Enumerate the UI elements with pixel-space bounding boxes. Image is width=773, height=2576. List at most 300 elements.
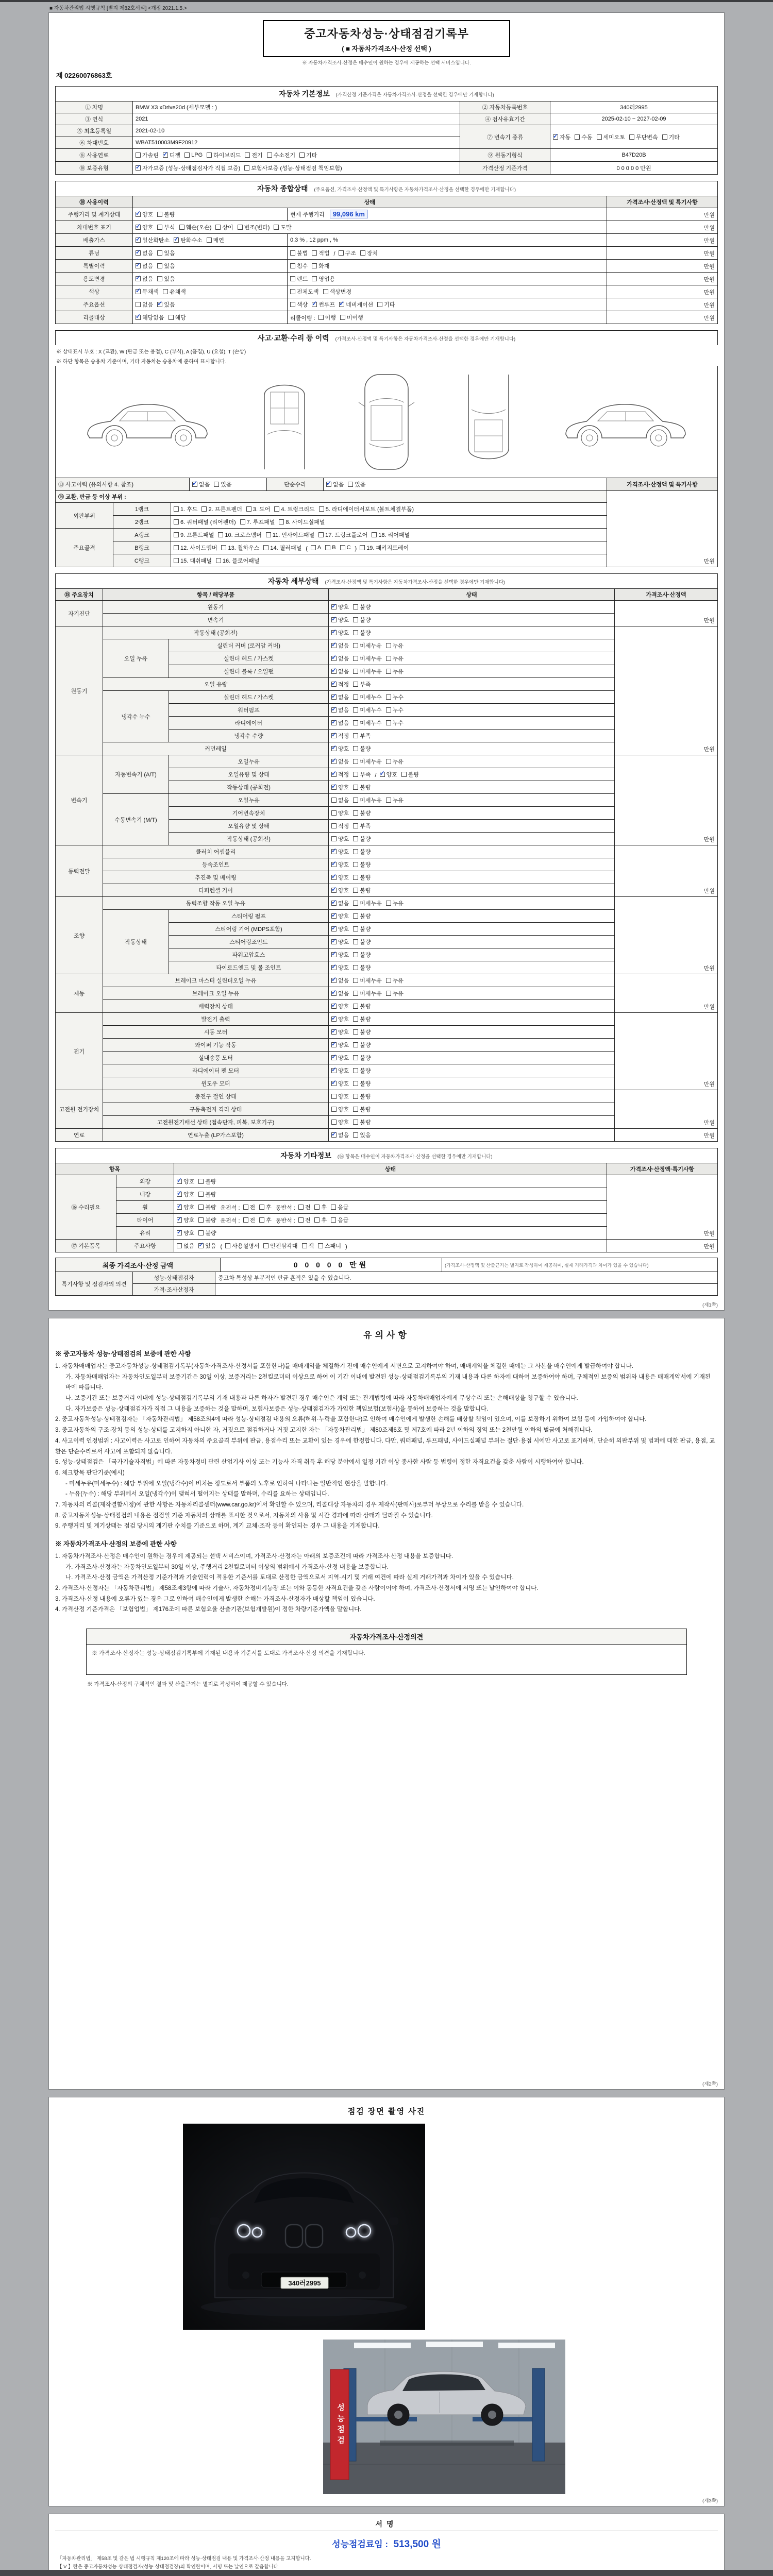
inspection-fee-line [55, 2531, 718, 2553]
cell-label: 가격산정 기준가격 [460, 162, 550, 175]
checkbox-label: 미세누수 [360, 720, 382, 726]
checkbox-없음[interactable] [331, 976, 349, 985]
cell-value [329, 614, 615, 626]
notice-line: 9. 주행거리 및 계기상태는 점검 당시의 계기판 수치를 기준으로 하며, 계기 교체·조작 등이 확인되는 경우 그 내용을 기재합니다. [55, 1523, 380, 1530]
checkbox-불량[interactable] [198, 1216, 216, 1224]
checkbox-없음[interactable] [136, 249, 153, 257]
table-row [56, 273, 718, 285]
checkbox-불법[interactable] [290, 249, 308, 257]
checked-checkbox-icon [331, 746, 337, 751]
checkbox-없음[interactable] [331, 654, 349, 663]
photos-title: 점검 장면 촬영 사진 [347, 2107, 426, 2116]
checkbox-세미오토[interactable] [597, 133, 626, 141]
checkbox-잭[interactable] [302, 1242, 314, 1250]
checkbox-label: 불량 [205, 1217, 216, 1224]
checkbox-5. 라디에이터서포트 (볼트체결부품)[interactable] [319, 505, 414, 513]
checkbox-불량[interactable] [353, 1054, 371, 1062]
unchecked-checkbox-icon [243, 1217, 248, 1223]
unchecked-checkbox-icon [353, 823, 358, 828]
checkbox-양호[interactable] [331, 951, 349, 959]
cell-value: 만원 [615, 601, 718, 626]
checkbox-없음[interactable] [331, 989, 349, 997]
checkbox-후[interactable] [314, 1203, 327, 1211]
checkbox-불량[interactable] [353, 744, 371, 753]
checkbox-일산화탄소[interactable] [136, 236, 170, 244]
checkbox-누유[interactable] [386, 899, 404, 907]
unchecked-checkbox-icon [353, 1094, 358, 1099]
checkbox-양호[interactable] [331, 1118, 349, 1126]
checkbox-불량[interactable] [353, 1015, 371, 1023]
checkbox-없음[interactable] [331, 1131, 349, 1139]
checkbox-하이브리드[interactable] [207, 151, 241, 159]
checkbox-불량[interactable] [353, 1092, 371, 1100]
cell-label: 발전기 출력 [103, 1013, 329, 1026]
checkbox-없음[interactable] [136, 275, 153, 283]
cell-label: C랭크 [113, 554, 171, 567]
checkbox-탄화수소[interactable] [174, 236, 203, 244]
accident-parts-table [55, 490, 718, 567]
checkbox-16. 플로어패널[interactable] [216, 556, 259, 565]
checkbox-보험사보증 (성능·상태점검 책임보험)[interactable] [244, 164, 342, 172]
checkbox-양호[interactable] [331, 1028, 349, 1036]
checkbox-자가보증 (성능·상태점검자가 직접 보증)[interactable] [136, 164, 240, 172]
table-row [56, 1284, 718, 1296]
checkbox-불량[interactable] [353, 886, 371, 894]
checkbox-양호[interactable] [331, 1066, 349, 1075]
checkbox-불량[interactable] [198, 1229, 216, 1237]
accident-summary-table [55, 478, 718, 491]
checkbox-불량[interactable] [353, 783, 371, 791]
checkbox-없음[interactable] [331, 719, 349, 727]
table-row [56, 113, 718, 125]
checkbox-양호[interactable] [331, 1015, 349, 1023]
cell-value: 만원 [607, 285, 718, 298]
cell-value [329, 1026, 615, 1039]
cell-value [550, 125, 718, 149]
checkbox-불량[interactable] [353, 873, 371, 882]
unchecked-checkbox-icon [290, 276, 295, 281]
cell-label: ⑥ 차대번호 [56, 137, 133, 149]
checkbox-응급[interactable] [331, 1203, 348, 1211]
checkbox-양호[interactable] [331, 603, 349, 611]
checkbox-양호[interactable] [380, 770, 397, 778]
unchecked-checkbox-icon [597, 134, 602, 140]
notice-line: 4. 가격산정 기준가격은 「보험업법」 제176조에 따른 보험요율 산출기관(보험개발원)이 정한 차량기준가액을 말합니다. [55, 1606, 362, 1613]
document-subtitle: ( ■ 자동차가격조사·산정 선택 ) [342, 45, 431, 53]
cell-value [174, 1175, 607, 1188]
checkbox-적법[interactable] [312, 249, 329, 257]
checkbox-미세누수[interactable] [353, 706, 382, 714]
checkbox-4. 트렁크리드[interactable] [274, 505, 314, 513]
table-row [56, 478, 718, 491]
checkbox-양호[interactable] [177, 1177, 194, 1185]
checkbox-기타[interactable] [662, 133, 680, 141]
checkbox-LPG[interactable] [184, 152, 203, 158]
checkbox-영업용[interactable] [312, 275, 335, 283]
checkbox-적정[interactable] [331, 770, 349, 778]
checkbox-있음[interactable] [353, 1131, 371, 1139]
checkbox-누유[interactable] [386, 757, 404, 766]
checked-checkbox-icon [331, 1081, 337, 1086]
checkbox-17. 트렁크플로어[interactable] [318, 531, 367, 539]
checkbox-없음[interactable] [326, 480, 344, 488]
checkbox-양호[interactable] [331, 835, 349, 843]
checkbox-label: 가솔린 [142, 152, 159, 159]
checkbox-6. 쿼터패널 (리어펜더)[interactable] [174, 518, 236, 526]
checkbox-2. 프론트펜더[interactable] [201, 505, 242, 513]
checkbox-양호[interactable] [331, 925, 349, 933]
checkbox-훼손(오손)[interactable] [179, 223, 212, 231]
checkbox-도말[interactable] [274, 223, 291, 231]
cell-value [329, 626, 615, 639]
checkbox-양호[interactable] [331, 963, 349, 972]
checkbox-양호[interactable] [136, 210, 153, 218]
checkbox-색상[interactable] [290, 300, 308, 309]
checkbox-미세누유[interactable] [353, 667, 382, 675]
unchecked-checkbox-icon [244, 165, 249, 171]
checkbox-적정[interactable] [331, 822, 349, 830]
checkbox-있음[interactable] [157, 262, 175, 270]
checkbox-미세누유[interactable] [353, 641, 382, 650]
checkbox-1. 후드[interactable] [174, 505, 197, 513]
table-row [56, 626, 718, 639]
unchecked-checkbox-icon [302, 1243, 307, 1248]
unchecked-checkbox-icon [311, 545, 316, 550]
checkbox-없음[interactable] [331, 693, 349, 701]
cell-value: 만원 [607, 247, 718, 260]
checkbox-양호[interactable] [331, 938, 349, 946]
unchecked-checkbox-icon [353, 772, 358, 777]
checkbox-불량[interactable] [353, 616, 371, 624]
checkbox-불량[interactable] [353, 1028, 371, 1036]
cell-value [329, 768, 615, 781]
page-marker-3: (제3쪽) [702, 2498, 718, 2504]
checkbox-양호[interactable] [331, 860, 349, 869]
checkbox-15. 대쉬패널[interactable] [174, 556, 212, 565]
checkbox-미세누유[interactable] [353, 899, 382, 907]
checkbox-있음[interactable] [348, 480, 365, 488]
inline-text: 운전석 : [220, 1205, 240, 1211]
checkbox-이행[interactable] [318, 313, 336, 321]
checkbox-자동[interactable] [553, 133, 570, 141]
cell-label: 고전원 전기장치 [56, 1090, 103, 1129]
checkbox-전기[interactable] [245, 151, 262, 159]
checkbox-있음[interactable] [157, 300, 175, 309]
checkbox-불량[interactable] [353, 809, 371, 817]
checkbox-전[interactable] [243, 1216, 256, 1224]
checkbox-양호[interactable] [331, 616, 349, 624]
checkbox-B[interactable] [325, 545, 335, 551]
checkbox-상이[interactable] [215, 223, 233, 231]
checkbox-기타[interactable] [299, 151, 317, 159]
checkbox-적정[interactable] [331, 680, 349, 688]
checkbox-미세누유[interactable] [353, 757, 382, 766]
unchecked-checkbox-icon [386, 901, 391, 906]
checkbox-양호[interactable] [331, 1002, 349, 1010]
cell-label: 상태 [329, 589, 615, 601]
unchecked-checkbox-icon [353, 1107, 358, 1112]
checkbox-후[interactable] [259, 1203, 272, 1211]
checkbox-전[interactable] [298, 1203, 311, 1211]
checkbox-불량[interactable] [353, 1105, 371, 1113]
checkbox-불량[interactable] [353, 860, 371, 869]
checkbox-없음[interactable] [177, 1242, 194, 1250]
checkbox-전[interactable] [243, 1203, 256, 1211]
checkbox-양호[interactable] [331, 1041, 349, 1049]
checkbox-18. 리어패널[interactable] [372, 531, 410, 539]
checkbox-없음[interactable] [136, 300, 153, 309]
checkbox-없음[interactable] [192, 480, 210, 488]
checkbox-기타[interactable] [377, 300, 395, 309]
inspection-photo-lift [323, 2340, 565, 2497]
checkbox-누유[interactable] [386, 976, 404, 985]
checkbox-12. 사이드멤버[interactable] [174, 544, 217, 552]
checkbox-전체도색[interactable] [290, 287, 319, 296]
cell-value [174, 1214, 607, 1227]
checkbox-미세누유[interactable] [353, 976, 382, 985]
checkbox-변조(변타)[interactable] [238, 223, 270, 231]
cell-value [288, 273, 607, 285]
checkbox-불량[interactable] [353, 963, 371, 972]
checkbox-양호[interactable] [177, 1190, 194, 1198]
checkbox-불량[interactable] [401, 770, 419, 778]
checkbox-label: 불량 [360, 849, 371, 855]
checkbox-사용설명서[interactable] [225, 1242, 259, 1250]
cell-value [329, 1052, 615, 1064]
cell-label: 작동상태 [103, 910, 169, 974]
cell-label: 제동 [56, 974, 103, 1013]
checkbox-유채색[interactable] [163, 287, 186, 296]
checkbox-불량[interactable] [198, 1203, 216, 1211]
checkbox-13. 휠하우스[interactable] [221, 544, 259, 552]
checkbox-미세누수[interactable] [353, 693, 382, 701]
checkbox-불량[interactable] [157, 210, 175, 218]
checkbox-양호[interactable] [331, 912, 349, 920]
checkbox-8. 사이드실패널[interactable] [279, 518, 325, 526]
checkbox-수동[interactable] [575, 133, 592, 141]
checkbox-양호[interactable] [331, 809, 349, 817]
checkbox-가솔린[interactable] [136, 151, 159, 159]
checkbox-누수[interactable] [386, 706, 404, 714]
checkbox-label: 미세누수 [360, 694, 382, 701]
checkbox-양호[interactable] [331, 783, 349, 791]
checkbox-스패너[interactable] [318, 1242, 341, 1250]
checkbox-label: 부족 [360, 823, 371, 829]
cell-value [133, 285, 288, 298]
checkbox-없음[interactable] [331, 796, 349, 804]
cell-label: 와이퍼 기능 작동 [103, 1039, 329, 1052]
cell-label: 주행거리 및 계기상태 [56, 208, 133, 221]
checkbox-해당없음[interactable] [136, 313, 164, 321]
unchecked-checkbox-icon [198, 1217, 204, 1223]
cell-value [324, 478, 607, 491]
unchecked-checkbox-icon [353, 694, 358, 700]
checkbox-전[interactable] [298, 1216, 311, 1224]
checkbox-불량[interactable] [353, 912, 371, 920]
unchecked-checkbox-icon [263, 545, 268, 550]
checkbox-양호[interactable] [331, 629, 349, 637]
cell-label: ⑩ 사용이력 [56, 196, 133, 208]
cell-label: 냉각수 수량 [169, 730, 329, 742]
cell-label: 가격·조사산정자 [133, 1284, 215, 1296]
checkbox-있음[interactable] [214, 480, 231, 488]
checkbox-C[interactable] [340, 545, 351, 551]
cell-value [329, 884, 615, 897]
checkbox-없음[interactable] [331, 757, 349, 766]
checkbox-침수[interactable] [290, 262, 308, 270]
checkbox-매연[interactable] [207, 236, 224, 244]
checkbox-label: 있음 [164, 276, 175, 282]
checkbox-불량[interactable] [353, 1066, 371, 1075]
checkbox-불량[interactable] [353, 1079, 371, 1088]
checkbox-수소전기[interactable] [267, 151, 296, 159]
cell-value: 2021-02-10 [133, 125, 460, 137]
checkbox-양호[interactable] [331, 848, 349, 856]
checkbox-없음[interactable] [331, 667, 349, 675]
checkbox-불량[interactable] [198, 1177, 216, 1185]
checkbox-화재[interactable] [312, 262, 329, 270]
checked-checkbox-icon [177, 1205, 182, 1210]
checkbox-부족[interactable] [353, 770, 371, 778]
unchecked-checkbox-icon [331, 1120, 337, 1125]
cell-label: 가격조사·산정액 및 특기사항 [607, 196, 718, 208]
checkbox-불량[interactable] [353, 1002, 371, 1010]
checkbox-렌트[interactable] [290, 275, 308, 283]
checkbox-label: 불량 [164, 212, 175, 218]
checkbox-네비게이션[interactable] [339, 300, 373, 309]
checkbox-없음[interactable] [136, 262, 153, 270]
checkbox-양호[interactable] [331, 1105, 349, 1113]
checkbox-label: 안전삼각대 [270, 1243, 298, 1249]
checkbox-후[interactable] [259, 1216, 272, 1224]
checkbox-있음[interactable] [157, 275, 175, 283]
checkbox-디젤[interactable] [163, 151, 180, 159]
checkbox-양호[interactable] [331, 873, 349, 882]
checkbox-미세누유[interactable] [353, 989, 382, 997]
checkbox-무채색[interactable] [136, 287, 159, 296]
checkbox-11. 인사이드패널[interactable] [266, 531, 314, 539]
table-row [56, 247, 718, 260]
checkbox-적정[interactable] [331, 732, 349, 740]
checked-checkbox-icon [331, 965, 337, 970]
checkbox-불량[interactable] [353, 951, 371, 959]
checkbox-9. 프론트패널[interactable] [174, 531, 214, 539]
cell-value [133, 247, 288, 260]
checkbox-없음[interactable] [331, 641, 349, 650]
checkbox-미세누유[interactable] [353, 796, 382, 804]
checkbox-불량[interactable] [353, 848, 371, 856]
checkbox-부족[interactable] [353, 680, 371, 688]
checkbox-양호[interactable] [331, 744, 349, 753]
checkbox-양호[interactable] [136, 223, 153, 231]
checkbox-양호[interactable] [177, 1216, 194, 1224]
checkbox-label: 도말 [280, 225, 292, 231]
checkbox-누유[interactable] [386, 654, 404, 663]
checkbox-A[interactable] [311, 545, 321, 551]
cell-label: 1랭크 [113, 503, 171, 516]
checked-checkbox-icon [339, 302, 344, 307]
checkbox-불량[interactable] [353, 603, 371, 611]
checkbox-해당[interactable] [169, 313, 186, 321]
unchecked-checkbox-icon [353, 913, 358, 919]
checkbox-불량[interactable] [198, 1190, 216, 1198]
checkbox-부족[interactable] [353, 822, 371, 830]
notice-line: 5. 성능·상태점검은 「국가기술자격법」에 따른 자동차정비 관련 산업기사 이상 또는 기능사 자격 취득 후 해당 분야에서 일정 기간 이상 종사한 사람 등 법령이 정한 자격요건을 갖춘 사람이 시행하여야 합니다. [55, 1459, 584, 1466]
checkbox-없음[interactable] [331, 899, 349, 907]
checkbox-양호[interactable] [177, 1203, 194, 1211]
checkbox-누유[interactable] [386, 641, 404, 650]
car-diagram-top-icon [355, 370, 418, 473]
checkbox-누수[interactable] [386, 719, 404, 727]
checkbox-3. 도어[interactable] [246, 505, 270, 513]
checkbox-누유[interactable] [386, 989, 404, 997]
checkbox-label: 없음 [338, 978, 349, 984]
unchecked-checkbox-icon [136, 152, 141, 158]
checkbox-불량[interactable] [353, 1118, 371, 1126]
unchecked-checkbox-icon [259, 1217, 264, 1223]
checkbox-미세누수[interactable] [353, 719, 382, 727]
checkbox-색상변경[interactable] [323, 287, 352, 296]
checked-checkbox-icon [326, 482, 331, 487]
checkbox-있음[interactable] [157, 249, 175, 257]
checkbox-7. 루프패널[interactable] [240, 518, 275, 526]
checkbox-불량[interactable] [353, 938, 371, 946]
checkbox-미세누유[interactable] [353, 654, 382, 663]
unchecked-checkbox-icon [575, 134, 580, 140]
checkbox-구조[interactable] [339, 249, 356, 257]
unchecked-checkbox-icon [353, 875, 358, 880]
checked-checkbox-icon [331, 939, 337, 944]
checkbox-14. 필러패널[interactable] [263, 544, 301, 552]
unchecked-checkbox-icon [169, 315, 174, 320]
unchecked-checkbox-icon [331, 1094, 337, 1099]
checkbox-양호[interactable] [331, 886, 349, 894]
checkbox-양호[interactable] [331, 1079, 349, 1088]
checkbox-누수[interactable] [386, 693, 404, 701]
checkbox-있음[interactable] [198, 1242, 216, 1250]
unchecked-checkbox-icon [353, 1081, 358, 1086]
checkbox-label: 누유 [392, 901, 404, 907]
checkbox-양호[interactable] [331, 1092, 349, 1100]
checkbox-10. 크로스멤버[interactable] [218, 531, 261, 539]
checkbox-후[interactable] [314, 1216, 327, 1224]
checkbox-불량[interactable] [353, 835, 371, 843]
checkbox-누유[interactable] [386, 796, 404, 804]
checkbox-불량[interactable] [353, 925, 371, 933]
checkbox-불량[interactable] [353, 629, 371, 637]
checkbox-label: 미세누유 [360, 978, 382, 984]
checkbox-불량[interactable] [353, 1041, 371, 1049]
checkbox-장치[interactable] [360, 249, 378, 257]
checkbox-무단변속[interactable] [629, 133, 658, 141]
checkbox-19. 패키지트레이[interactable] [360, 544, 409, 552]
checkbox-응급[interactable] [331, 1216, 348, 1224]
checkbox-안전삼각대[interactable] [263, 1242, 297, 1250]
checkbox-label: 응급 [338, 1205, 349, 1211]
checkbox-label: 양호 [338, 785, 349, 791]
checkbox-부식[interactable] [157, 223, 175, 231]
checkbox-부족[interactable] [353, 732, 371, 740]
checkbox-양호[interactable] [177, 1229, 194, 1237]
checkbox-없음[interactable] [331, 706, 349, 714]
checkbox-미이행[interactable] [340, 313, 363, 321]
checkbox-label: 7. 루프패널 [246, 519, 275, 526]
checkbox-누유[interactable] [386, 667, 404, 675]
checkbox-썬루프[interactable] [312, 300, 335, 309]
checkbox-label: 없음 [338, 1132, 349, 1139]
checkbox-양호[interactable] [331, 1054, 349, 1062]
cell-value [171, 503, 607, 516]
